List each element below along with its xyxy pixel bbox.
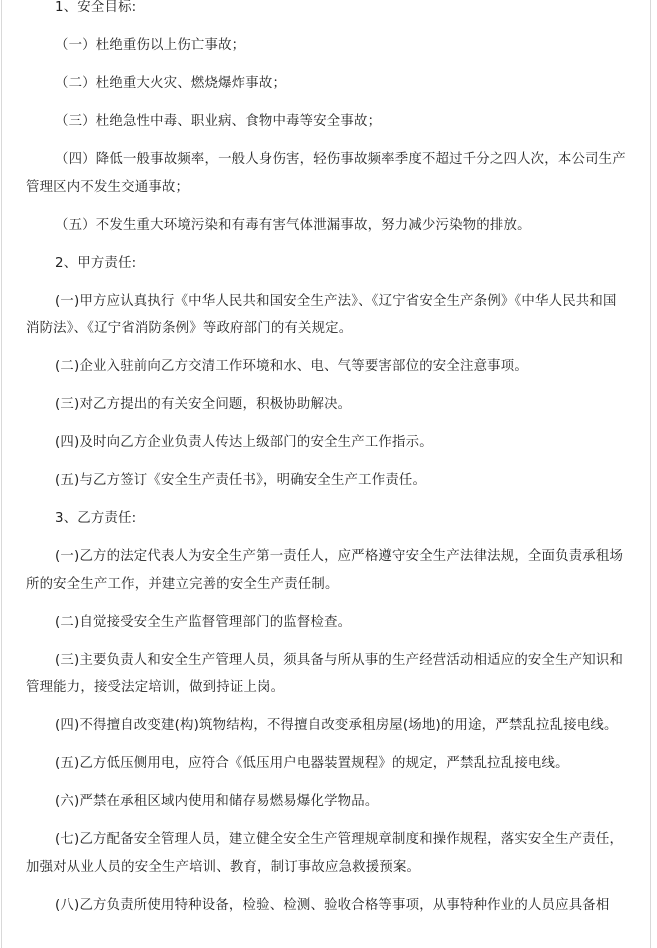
section-heading-safety-goals: 1、安全目标: — [55, 0, 137, 15]
party-b-item-8: (八)乙方负责所使用特种设备，检验、检测、验收合格等事项，从事特种作业的人员应具备相 — [55, 897, 610, 913]
goal-item-3: （三）杜绝急性中毒、职业病、食物中毒等安全事故； — [55, 114, 382, 129]
party-b-item-4: (四)不得擅自改变建(构)筑物结构，不得擅自改变承租房屋(场地)的用途，严禁乱拉乱接电线。 — [55, 718, 618, 733]
party-b-item-6: (六)严禁在承租区域内使用和储存易燃易爆化学物品。 — [55, 794, 379, 809]
goal-item-2: （二）杜绝重大火灾、燃烧爆炸事故； — [55, 76, 287, 91]
goal-item-4: （四）降低一般事故频率，一般人身伤害，轻伤事故频率季度不超过千分之四人次，本公司生产管理区内不发生交通事故； — [26, 152, 626, 195]
party-b-item-7: (七)乙方配备安全管理人员，建立健全安全生产管理规章制度和操作规程，落实安全生产责任，加强对从业人员的安全生产培训、教育，制订事故应急救援预案。 — [26, 832, 624, 875]
party-b-item-5: (五)乙方低压侧用电，应符合《低压用户电器装置规程》的规定，严禁乱拉乱接电线。 — [55, 756, 569, 771]
section-heading-party-a: 2、甲方责任: — [55, 255, 137, 271]
party-a-item-5: (五)与乙方签订《安全生产责任书》，明确安全生产工作责任。 — [55, 473, 427, 488]
party-b-item-1: (一)乙方的法定代表人为安全生产第一责任人，应严格遵守安全生产法律法规，全面负责承租场所的安全生产工作，并建立完善的安全生产责任制。 — [26, 549, 624, 592]
party-a-item-1: (一)甲方应认真执行《中华人民共和国安全生产法》、《辽宁省安全生产条例》《中华人民共和国消防法》、《辽宁省消防条例》等政府部门的有关规定。 — [26, 293, 617, 336]
party-a-item-4: (四)及时向乙方企业负责人传达上级部门的安全生产工作指示。 — [55, 435, 433, 450]
goal-item-5: （五）不发生重大环境污染和有毒有害气体泄漏事故，努力减少污染物的排放。 — [55, 217, 531, 233]
party-a-item-3: (三)对乙方提出的有关安全问题，积极协助解决。 — [55, 397, 352, 412]
party-b-item-3: (三)主要负责人和安全生产管理人员，须具备与所从事的生产经营活动相适应的安全生产知识和管理能力，接受法定培训，做到持证上岗。 — [26, 652, 624, 695]
party-a-item-2: (二)企业入驻前向乙方交清工作环境和水、电、气等要害部位的安全注意事项。 — [55, 359, 528, 374]
section-heading-party-b: 3、乙方责任: — [55, 511, 137, 526]
party-b-item-2: (二)自觉接受安全生产监督管理部门的监督检查。 — [55, 614, 352, 630]
goal-item-1: （一）杜绝重伤以上伤亡事故； — [55, 38, 246, 53]
document-body — [26, 0, 626, 919]
